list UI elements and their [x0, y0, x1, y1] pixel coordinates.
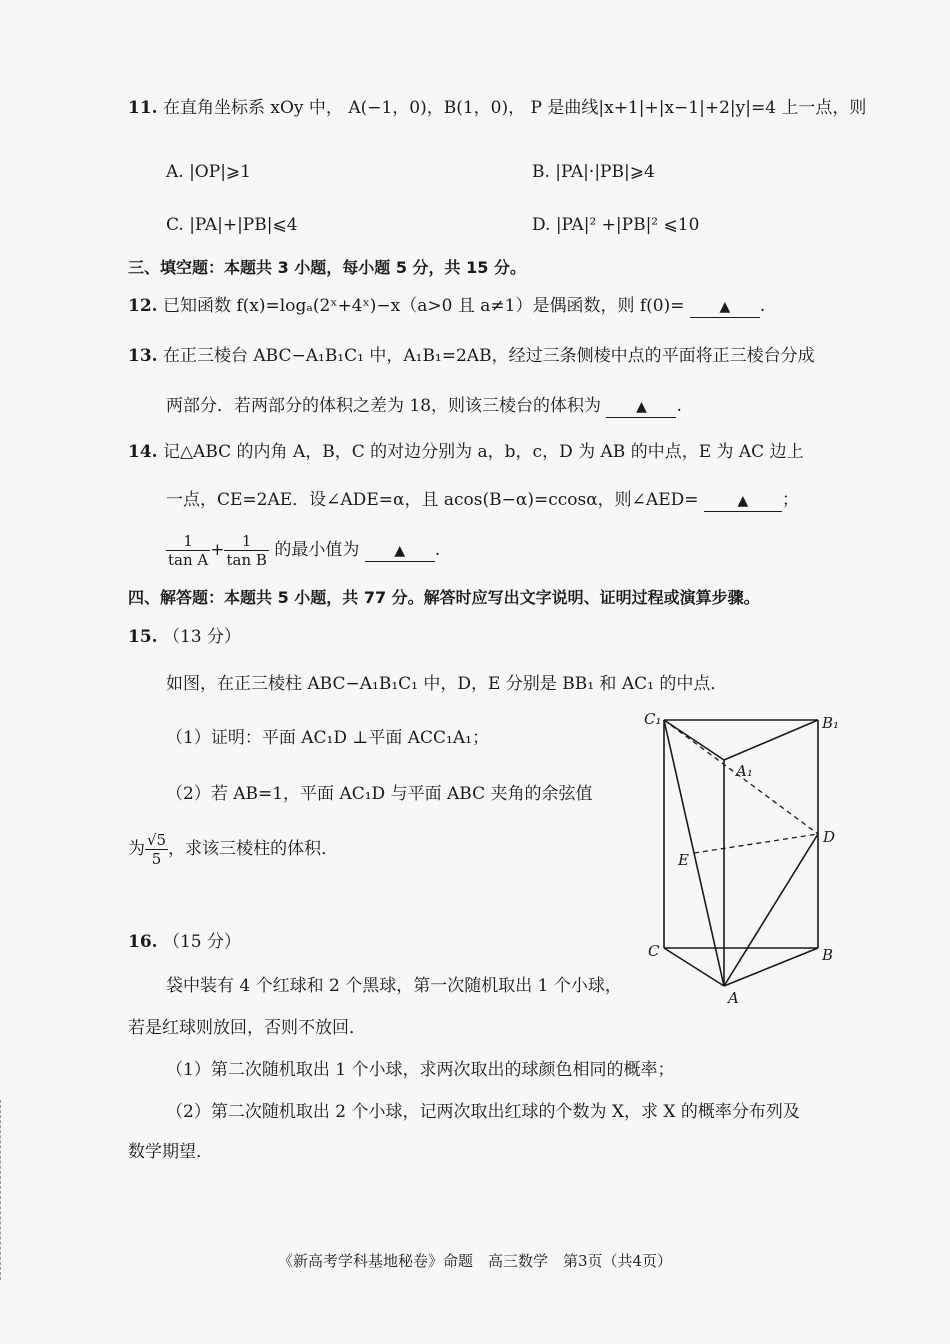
q16-part2b: 数学期望．: [128, 1142, 213, 1162]
q14-line1: [128, 440, 804, 464]
q16-score: （15 分）: [162, 932, 242, 952]
q15-intro: 如图，在正三棱柱 ABC−A₁B₁C₁ 中，D，E 分别是 BB₁ 和 AC₁ 的中点．: [166, 674, 728, 694]
label-b: B: [822, 946, 834, 964]
label-a1: A₁: [736, 762, 753, 780]
section-4-heading: 四、解答题：本题共 5 小题，共 77 分。解答时应写出文字说明、证明过程或演算步骤。: [128, 588, 760, 607]
q14-line3: $\frac{1}{\text{tan A}}$ + $\frac{1}{\text{tan B}}$ 的最小值为 ▲ .: [168, 532, 441, 569]
q14-line2: 一点，CE=2AE．设∠ADE=α，且 acos(B−α)=ccosα，则∠AED= ▲ ；: [166, 490, 799, 510]
q11-number: 11.: [128, 98, 158, 118]
label-a: A: [728, 989, 739, 1007]
q14-text1: 记△ABC 的内角 A，B，C 的对边分别为 a，b，c，D 为 AB 的中点，E 为 AC 边上: [162, 442, 804, 462]
q12: 12. 已知函数 f(x)=logₐ(2ˣ+4ˣ)−x（a>0 且 a≠1）是偶函数，则 f(0)= ▲ .: [128, 296, 766, 316]
q15-part2b-suffix: ，求该三棱柱的体积．: [168, 839, 339, 859]
q14-answer-blank-2: ▲: [365, 541, 435, 562]
q14-fraction-a: [166, 532, 210, 569]
q15-fraction: [145, 831, 168, 868]
q13-line2: 两部分．若两部分的体积之差为 18，则该三棱台的体积为 ▲ .: [166, 396, 682, 416]
q14-number: 14.: [128, 442, 158, 462]
label-d: D: [823, 828, 836, 846]
q15-part1: （1）证明：平面 AC₁D ⊥平面 ACC₁A₁；: [166, 728, 489, 748]
label-c: C: [648, 942, 660, 960]
segment-a-d: [724, 834, 818, 986]
label-b1: B₁: [822, 714, 840, 732]
label-c1: C₁: [644, 710, 662, 728]
section-3-heading: 三、填空题：本题共 3 小题，每小题 5 分，共 15 分。: [128, 258, 526, 277]
q16-line1: 袋中装有 4 个红球和 2 个黑球，第一次随机取出 1 个小球，: [166, 976, 622, 996]
edge-c-a: [664, 948, 724, 986]
q11-option-d: D. |PA|² +|PB|² ⩽10: [532, 215, 700, 235]
edge-a-b: [724, 948, 818, 986]
edge-a1-b1: [724, 720, 818, 760]
q12-answer-blank: ▲: [690, 297, 760, 318]
page-footer: 《新高考学科基地秘卷》命题 高三数学 第3页（共4页）: [277, 1252, 673, 1270]
q14-frac-a-den: tan A: [168, 551, 209, 569]
q16-part2: （2）第二次随机取出 2 个小球，记两次取出红球的个数为 X，求 X 的概率分布列及: [166, 1102, 800, 1122]
prism-figure: [636, 708, 856, 1008]
q13-answer-blank: ▲: [606, 397, 676, 418]
q15-score: （13 分）: [162, 627, 242, 647]
q16-header: [128, 930, 241, 954]
q11-option-c: C. |PA|+|PB|⩽4: [166, 215, 298, 235]
q14-frac-b-num: 1: [224, 532, 268, 551]
q11-option-b: B. |PA|·|PB|⩾4: [532, 162, 655, 182]
segment-e-d-dashed: [694, 834, 818, 853]
q11-text: 在直角坐标系 xOy 中， A(−1，0)，B(1，0)， P 是曲线|x+1|+|x−1|+2|y|=4 上一点，则: [162, 98, 867, 118]
q15-header: [128, 625, 241, 649]
q14-text3: 的最小值为: [274, 540, 360, 560]
q13-text2: 两部分．若两部分的体积之差为 18，则该三棱台的体积为: [166, 396, 602, 416]
q12-text: 已知函数 f(x)=logₐ(2ˣ+4ˣ)−x（a>0 且 a≠1）是偶函数，则 f(0)=: [162, 296, 685, 316]
q13-line1: [128, 344, 815, 368]
q15-part2b-prefix: 为: [128, 839, 145, 859]
q15-number: 15.: [128, 627, 158, 647]
q16-number: 16.: [128, 932, 158, 952]
q11-option-a: A. |OP|⩾1: [166, 162, 251, 182]
q14-text2: 一点，CE=2AE．设∠ADE=α，且 acos(B−α)=ccosα，则∠AED=: [166, 490, 699, 510]
q16-part1: （1）第二次随机取出 1 个小球，求两次取出的球颜色相同的概率；: [166, 1060, 675, 1080]
q14-frac-a-num: 1: [166, 532, 210, 551]
label-e: E: [678, 851, 689, 869]
q13-number: 13.: [128, 346, 158, 366]
q11-stem: [128, 96, 866, 120]
q14-answer-blank-1: ▲: [704, 491, 782, 512]
q15-frac-num: √5: [147, 831, 167, 849]
q15-part2: （2）若 AB=1，平面 AC₁D 与平面 ABC 夹角的余弦值: [166, 784, 593, 804]
q15-part2b: [128, 826, 338, 872]
q12-number: 12.: [128, 296, 158, 316]
q14-frac-b-den: tan B: [226, 551, 267, 569]
q14-fraction-b: [224, 532, 268, 569]
q15-frac-den: 5: [151, 850, 162, 868]
q13-text1: 在正三棱台 ABC−A₁B₁C₁ 中，A₁B₁=2AB，经过三条侧棱中点的平面将正三棱台分成: [162, 346, 815, 366]
q16-line2: 若是红球则放回，否则不放回．: [128, 1018, 366, 1038]
